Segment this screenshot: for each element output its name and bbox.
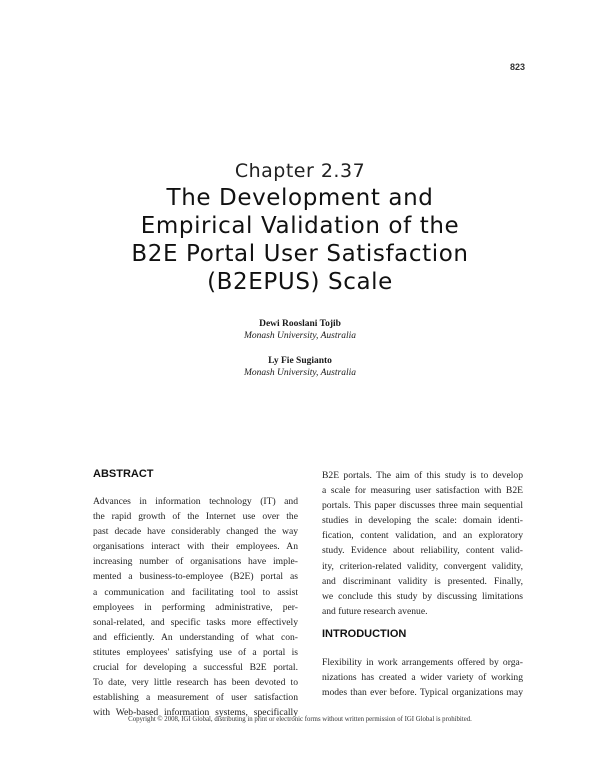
text-line: To date, very little research has been devoted to [93, 677, 298, 689]
chapter-label: Chapter 2.37 [234, 160, 366, 182]
introduction-heading: INTRODUCTION [322, 628, 407, 640]
author-affiliation: Monash University, Australia [244, 368, 356, 378]
text-line: past decade have considerably changed the way [93, 526, 298, 538]
text-line: a communication and facilitating tool to assist [93, 586, 298, 598]
text-line: ity, criterion-related validity, convergent validity, [322, 560, 523, 572]
author-block [0, 355, 600, 379]
text-line: sonal-related, and specific tasks more effectively [93, 616, 298, 628]
author-block [0, 318, 600, 342]
text-line: mented a business-to-employee (B2E) portal as [93, 571, 298, 583]
text-line: with Web-based information systems, specifically [93, 707, 298, 719]
author-name: Ly Fie Sugianto [268, 356, 332, 366]
text-line: study. Evidence about reliability, content valid- [322, 545, 523, 557]
page-number: 823 [509, 62, 525, 72]
copyright-footer: Copyright © 2008, IGI Global, distributing in print or electronic forms without written permission of IGI Global is prohibited. [128, 716, 472, 723]
text-line: employees in performing administrative, per- [93, 601, 298, 613]
text-line: nizations has created a wider variety of working [322, 672, 523, 684]
text-line: and discriminant validity is presented. Finally, [322, 575, 523, 587]
text-line: studies in developing the scale: domain identi- [322, 515, 523, 527]
text-line: a scale for measuring user satisfaction with B2E [322, 485, 523, 497]
text-line: increasing number of organisations have imple- [93, 556, 298, 568]
title-line: B2E Portal User Satisfaction [131, 241, 469, 267]
title-line: Empirical Validation of the [140, 213, 460, 239]
text-line: and future research avenue. [322, 605, 428, 617]
introduction-column [322, 655, 523, 700]
text-line: crucial for developing a successful B2E portal. [93, 662, 298, 674]
text-line: we conclude this study by discussing limitations [322, 590, 523, 602]
text-line: B2E portals. The aim of this study is to develop [322, 470, 523, 481]
text-line: modes than ever before. Typical organizations may [322, 687, 523, 699]
author-name: Dewi Rooslani Tojib [259, 319, 341, 329]
abstract-left-column [93, 494, 298, 720]
text-line: stitutes employees' satisfying use of a portal is [93, 646, 298, 658]
text-line: the rapid growth of the Internet use over the [93, 511, 298, 523]
text-line: and efficiently. An understanding of what con- [93, 631, 298, 643]
text-line: Flexibility in work arrangements offered by orga- [322, 657, 523, 668]
text-line: fication, content validation, and an exploratory [322, 530, 523, 542]
abstract-right-column [322, 468, 523, 619]
author-affiliation: Monash University, Australia [244, 331, 356, 341]
title-line: (B2EPUS) Scale [207, 269, 393, 295]
title-line: The Development and [166, 185, 434, 211]
text-line: portals. This paper discusses three main sequential [322, 500, 523, 512]
text-line: establishing a measurement of user satisfaction [93, 692, 298, 704]
text-line: organisations interact with their employees. An [93, 541, 298, 553]
paper-title [60, 184, 540, 296]
text-line: Advances in information technology (IT) and [93, 496, 298, 507]
abstract-heading: ABSTRACT [93, 468, 154, 480]
